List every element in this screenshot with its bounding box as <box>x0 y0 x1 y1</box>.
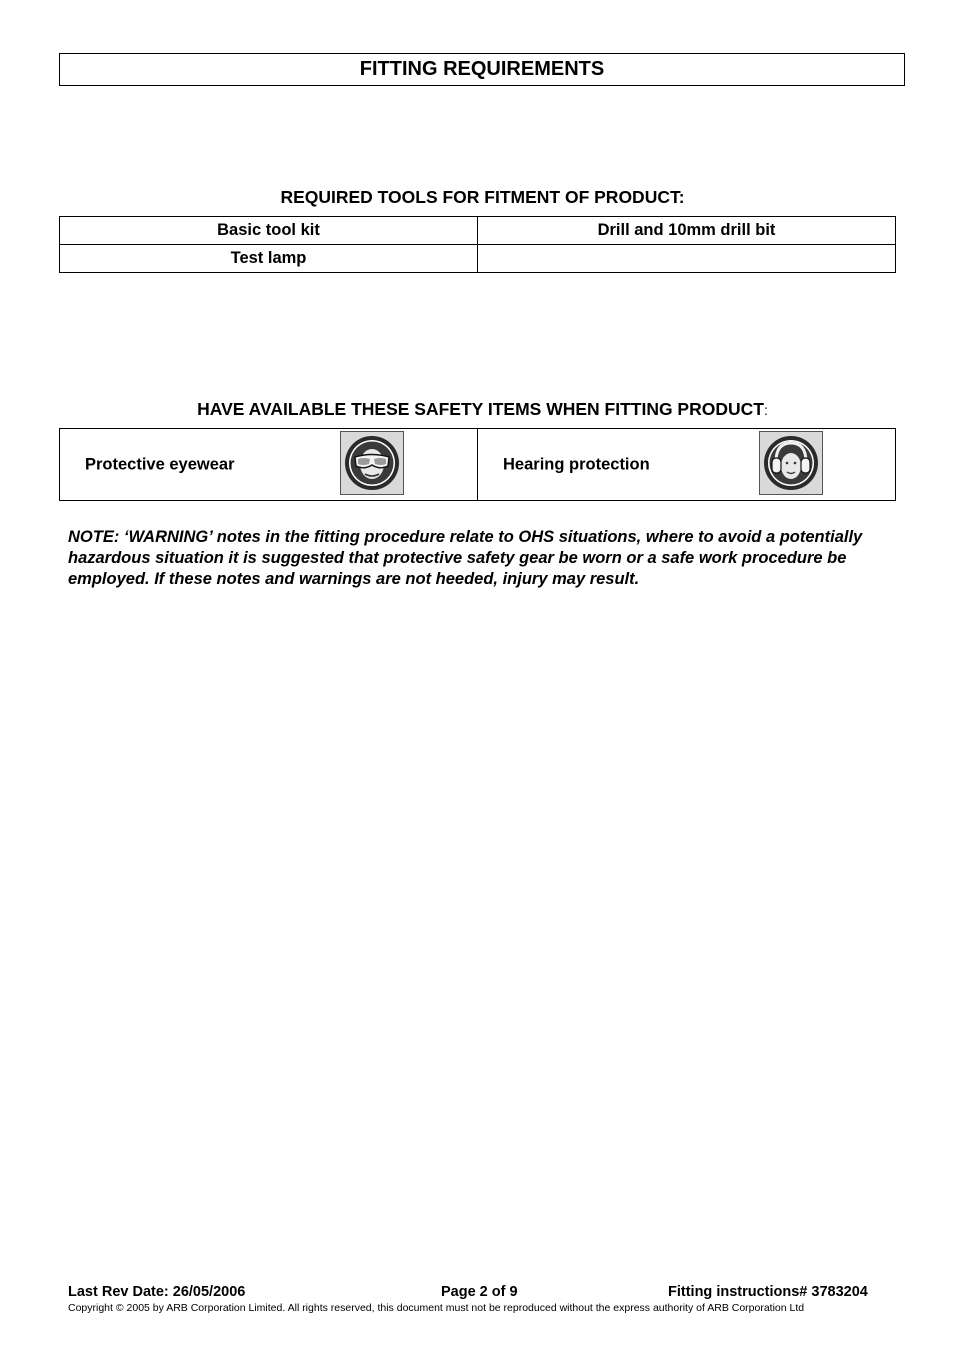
tools-table <box>59 216 896 273</box>
tool-cell: Drill and 10mm drill bit <box>478 217 896 245</box>
safety-cell-hearing <box>478 429 896 501</box>
table-row <box>60 217 896 245</box>
safety-heading-text: HAVE AVAILABLE THESE SAFETY ITEMS WHEN FITTING PRODUCT <box>197 399 764 419</box>
safety-item-label: Hearing protection <box>503 455 650 473</box>
safety-item-label: Protective eyewear <box>85 455 235 473</box>
tool-cell: Basic tool kit <box>60 217 478 245</box>
page-title: FITTING REQUIREMENTS <box>59 53 905 86</box>
footer-rev-date: Last Rev Date: 26/05/2006 <box>68 1284 246 1300</box>
safety-goggles-icon <box>340 431 404 495</box>
tool-cell <box>478 245 896 273</box>
table-row <box>60 429 896 501</box>
tool-cell: Test lamp <box>60 245 478 273</box>
ohs-warning-note: NOTE: ‘WARNING’ notes in the fitting procedure relate to OHS situations, where to avoid a potentially hazardous situation it is suggested that protective safety gear be worn or a safe work procedure be employed. If these notes and warnings are not heeded, injury may result. <box>68 528 863 588</box>
ear-muffs-icon <box>759 431 823 495</box>
footer-page-number: Page 2 of 9 <box>441 1284 518 1300</box>
table-row <box>60 245 896 273</box>
safety-cell-eyewear <box>60 429 478 501</box>
footer-copyright: Copyright © 2005 by ARB Corporation Limited. All rights reserved, this document must not be reproduced without the express authority of ARB Corporation Ltd <box>68 1302 805 1314</box>
safety-heading <box>59 399 906 420</box>
safety-heading-colon: : <box>763 402 768 418</box>
tools-heading: REQUIRED TOOLS FOR FITMENT OF PRODUCT: <box>280 187 685 207</box>
safety-table <box>59 428 896 501</box>
footer-fitting-number: Fitting instructions# 3783204 <box>668 1284 868 1300</box>
